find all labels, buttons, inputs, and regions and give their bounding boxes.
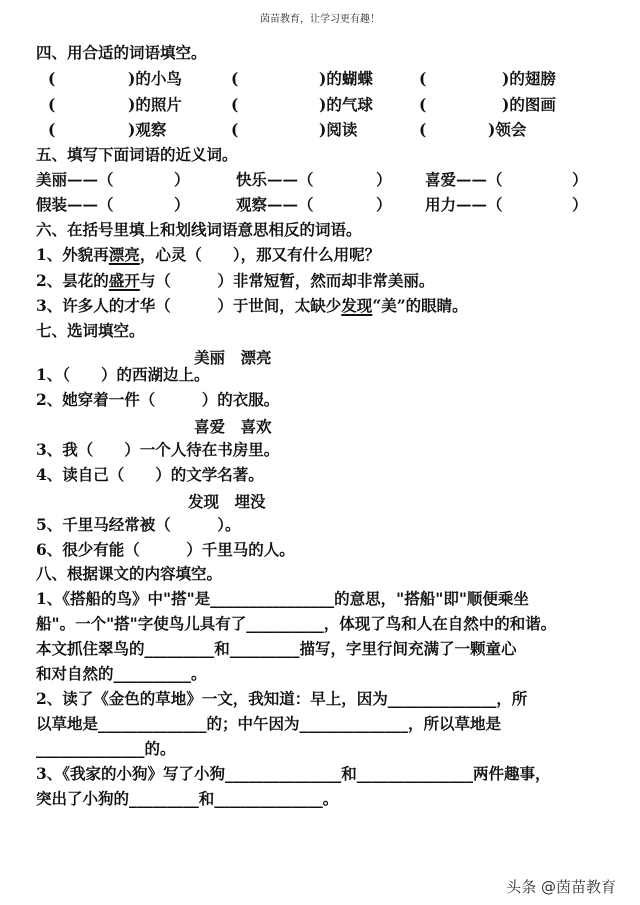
section-5-title: 五、填写下面词语的近义词。 <box>36 145 238 164</box>
s6-q2-a: 2、昙花的 <box>36 271 109 290</box>
s6-q3-b: “美”的眼睛。 <box>372 296 468 315</box>
s4-r1-c4: )的蝴蝶 <box>319 69 373 88</box>
s8-line-4: 和对自然的__________。 <box>36 664 207 683</box>
s4-r3-c2: )观察 <box>128 120 167 139</box>
s5-row-1 <box>36 170 606 190</box>
page-header: 茵苗教育，让学习更有趣！ <box>260 14 380 25</box>
s4-r2-c3: ( <box>231 95 239 114</box>
section-8-title: 八、根据课文的内容填空。 <box>36 564 223 583</box>
section-7-title: 七、选词填空。 <box>36 321 145 340</box>
s4-r2-c6: )的图画 <box>502 95 556 114</box>
s6-q2 <box>36 271 434 291</box>
s5-r1-c5: 喜爱——（ <box>425 170 503 189</box>
section-4-title: 四、用合适的词语填空。 <box>36 43 207 62</box>
s4-r2-c5: ( <box>419 95 427 114</box>
s7-q6: 6、很少有能（ ）千里马的人。 <box>36 540 295 559</box>
s5-r2-c2: ） <box>174 195 190 214</box>
s5-r1-c3: 快乐——（ <box>236 170 314 189</box>
s4-r3-c3: ( <box>231 120 239 139</box>
s5-r1-c4: ） <box>376 170 392 189</box>
s6-q3-underlined: 发现 <box>341 296 373 315</box>
s5-r2-c5: 用力——（ <box>425 195 503 214</box>
s8-line-8: 3、《我家的小狗》写了小狗_______________和_______________两件趣事， <box>36 764 551 783</box>
s7-q2: 2、她穿着一件（ ）的衣服。 <box>36 390 280 409</box>
s7-q5: 5、千里马经常被（ ）。 <box>36 515 241 534</box>
s7-word-group-1: 美丽 漂亮 <box>194 348 272 367</box>
s7-q4: 4、读自己（ ）的文学名著。 <box>36 465 264 484</box>
s8-line-5: 2、读了《金色的草地》一文，我知道：早上，因为______________，所 <box>36 689 528 708</box>
s7-word-group-2: 喜爱 喜欢 <box>194 417 272 436</box>
s6-q2-underlined: 盛开 <box>108 271 140 290</box>
s4-r2-c4: )的气球 <box>319 95 373 114</box>
watermark: 头条 @茵苗教育 <box>506 878 616 896</box>
s4-r1-c5: ( <box>419 69 427 88</box>
s5-r1-c2: ） <box>174 170 190 189</box>
s5-r1-c6: ） <box>572 170 588 189</box>
s6-q2-b: 与（ ）非常短暂，然而却非常美丽。 <box>139 271 435 290</box>
s4-r2-c2: )的照片 <box>128 95 182 114</box>
s7-word-group-3: 发现 埋没 <box>188 492 266 511</box>
s4-r1-c3: ( <box>231 69 239 88</box>
s5-r2-c4: ） <box>376 195 392 214</box>
s4-r1-c1: ( <box>48 69 56 88</box>
s8-line-6: 以草地是______________的；中午因为______________，所以草地是 <box>36 714 502 733</box>
s6-q1-underlined: 漂亮 <box>108 245 140 264</box>
s4-r3-c6: )领会 <box>488 120 527 139</box>
s4-r3-c1: ( <box>48 120 56 139</box>
s5-r2-c1: 假装——（ <box>36 195 114 214</box>
section-6-title: 六、在括号里填上和划线词语意思相反的词语。 <box>36 220 362 239</box>
s4-r2-c1: ( <box>48 95 56 114</box>
s6-q3 <box>36 296 468 316</box>
s7-q1: 1、（ ）的西湖边上。 <box>36 365 210 384</box>
s4-r3-c4: )阅读 <box>319 120 358 139</box>
s8-line-2: 船"。一个"搭"字使鸟儿具有了__________，体现了鸟和人在自然中的和谐。 <box>36 614 557 633</box>
s6-q1 <box>36 245 380 265</box>
s4-row-2 <box>36 95 596 115</box>
s8-line-7: ______________的。 <box>36 739 176 758</box>
s5-row-2 <box>36 195 606 215</box>
s4-row-3 <box>36 120 596 140</box>
s6-q1-b: ，心灵（ ），那又有什么用呢？ <box>139 245 381 264</box>
s5-r2-c3: 观察——（ <box>236 195 314 214</box>
s4-r1-c2: )的小鸟 <box>128 69 182 88</box>
s6-q1-a: 1、外貌再 <box>36 245 109 264</box>
s8-line-1: 1、《搭船的鸟》中"搭"是________________的意思，"搭船"即"顺便乘坐 <box>36 589 529 608</box>
s8-line-9: 突出了小狗的_________和______________。 <box>36 789 339 808</box>
s8-line-3: 本文抓住翠鸟的_________和_________描写，字里行间充满了一颗童心 <box>36 639 517 658</box>
s5-r2-c6: ） <box>572 195 588 214</box>
s4-r1-c6: )的翅膀 <box>502 69 556 88</box>
s5-r1-c1: 美丽——（ <box>36 170 114 189</box>
s6-q3-a: 3、许多人的才华（ ）于世间，太缺少 <box>36 296 342 315</box>
s4-row-1 <box>36 69 596 89</box>
s7-q3: 3、我（ ）一个人待在书房里。 <box>36 440 280 459</box>
s4-r3-c5: ( <box>419 120 427 139</box>
